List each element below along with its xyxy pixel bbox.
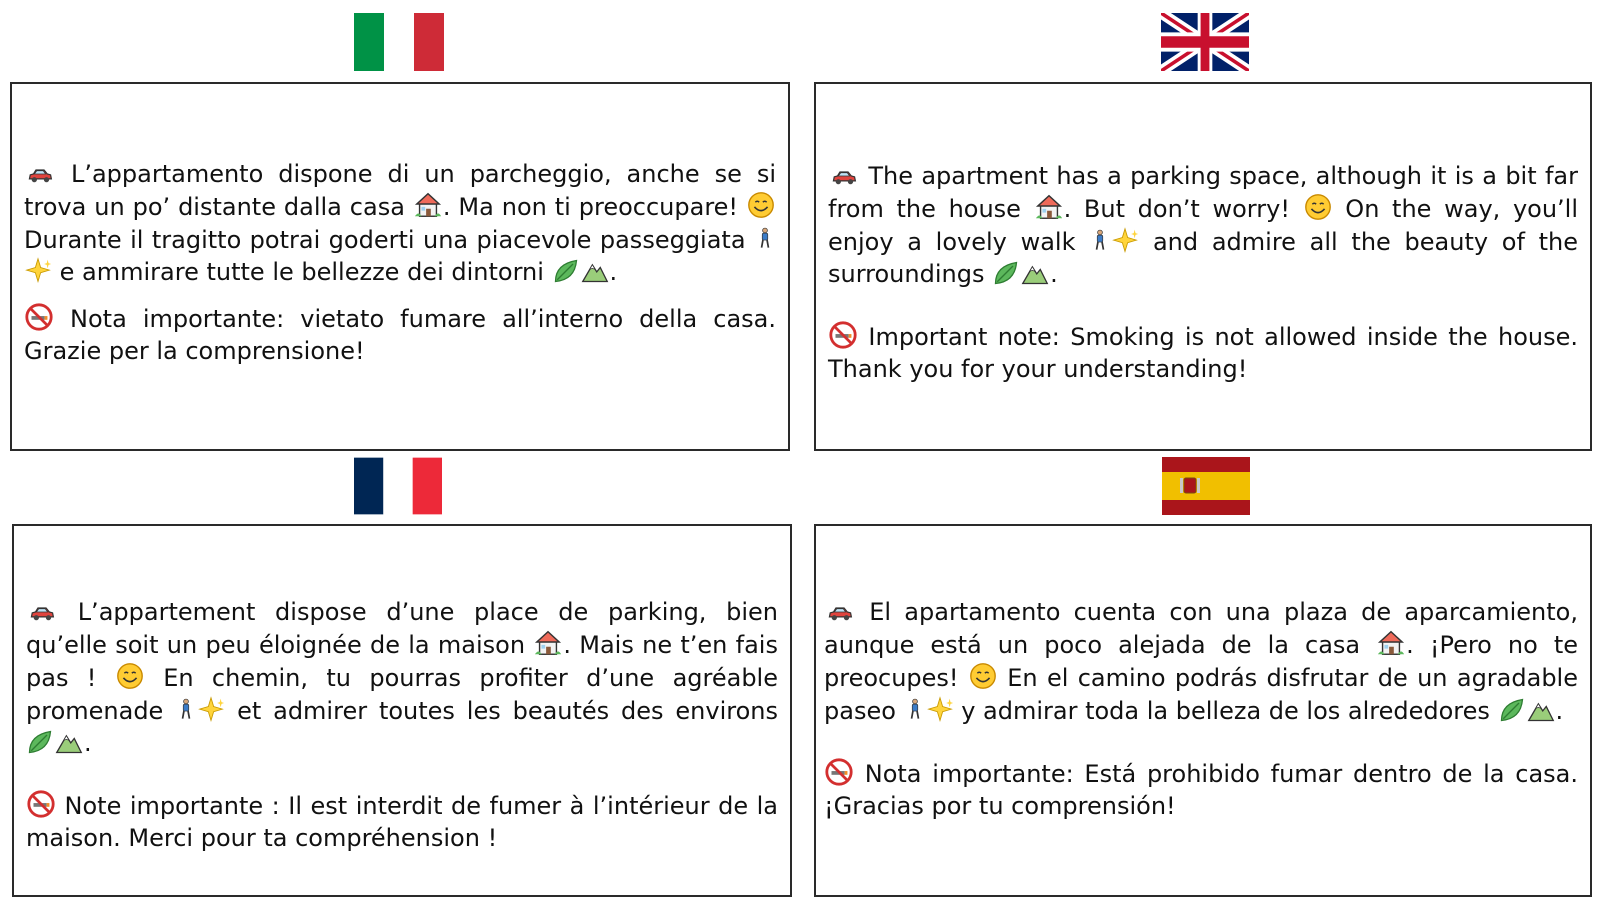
- smile-icon: [746, 190, 776, 220]
- french-panel: [12, 524, 792, 897]
- english-paragraph-2: Important note: Smoking is not allowed inside the house. Thank you for your understanding!: [828, 320, 1578, 385]
- mountain-icon: [54, 728, 84, 756]
- english-panel: [814, 82, 1592, 451]
- walking-person-icon: [1089, 225, 1111, 255]
- smile-icon: [115, 661, 145, 691]
- walking-person-icon: [175, 694, 197, 724]
- sparkles-icon: [1111, 227, 1139, 255]
- french-paragraph-1: L’appartement dispose d’une place de parking, bien qu’elle soit un peu éloignée de la maison . Mais ne t’en fais pas ! En chemin, tu pourras profiter d’une agréable promenade et admirer toutes les beautés des environs .: [26, 598, 778, 757]
- house-icon: [533, 628, 563, 658]
- car-icon: [828, 163, 860, 189]
- walking-person-icon: [904, 694, 926, 724]
- italian-panel: [10, 82, 790, 451]
- france-flag-icon: [354, 457, 442, 515]
- no-smoking-icon: [26, 789, 56, 819]
- leaf-icon: [552, 257, 580, 285]
- no-smoking-icon: [824, 757, 854, 787]
- car-icon: [824, 599, 856, 625]
- sparkles-icon: [926, 696, 954, 724]
- smile-icon: [968, 661, 998, 691]
- smile-icon: [1303, 192, 1333, 222]
- italy-flag-icon: [354, 13, 444, 71]
- leaf-icon: [992, 259, 1020, 287]
- spanish-paragraph-2: Nota importante: Está prohibido fumar dentro de la casa. ¡Gracias por tu comprensión!: [824, 757, 1578, 822]
- walking-person-icon: [754, 223, 776, 253]
- mountain-icon: [1020, 259, 1050, 287]
- leaf-icon: [1498, 696, 1526, 724]
- car-icon: [24, 161, 56, 187]
- house-icon: [1376, 628, 1406, 658]
- no-smoking-icon: [828, 320, 858, 350]
- sparkles-icon: [24, 257, 52, 285]
- italian-paragraph-1: L’appartamento dispone di un parcheggio, anche se si trova un po’ distante dalla casa . Ma non ti preoccupare! Durante il tragitto potrai goderti una piacevole passeggiata e ammirare tutte le bellezze dei dintorni .: [24, 160, 776, 286]
- sparkles-icon: [197, 696, 225, 724]
- spanish-paragraph-1: El apartamento cuenta con una plaza de aparcamiento, aunque está un poco alejada de la casa . ¡Pero no te preocupes! En el camino podrás disfrutar de un agradable paseo y admirar toda la belleza de los alrededores .: [824, 598, 1578, 725]
- mountain-icon: [580, 257, 610, 285]
- mountain-icon: [1526, 696, 1556, 724]
- house-icon: [413, 190, 443, 220]
- spain-flag-icon: [1162, 457, 1250, 515]
- french-paragraph-2: Note importante : Il est interdit de fumer à l’intérieur de la maison. Merci pour ta compréhension !: [26, 789, 778, 854]
- uk-flag-icon: [1161, 13, 1249, 71]
- car-icon: [26, 599, 58, 625]
- house-icon: [1034, 192, 1064, 222]
- spanish-panel: [814, 524, 1592, 897]
- leaf-icon: [26, 728, 54, 756]
- english-paragraph-1: The apartment has a parking space, although it is a bit far from the house . But don’t worry! On the way, you’ll enjoy a lovely walk and admire all the beauty of the surroundings .: [828, 162, 1579, 288]
- no-smoking-icon: [24, 302, 54, 332]
- italian-paragraph-2: Nota importante: vietato fumare all’interno della casa. Grazie per la comprensione!: [24, 302, 776, 367]
